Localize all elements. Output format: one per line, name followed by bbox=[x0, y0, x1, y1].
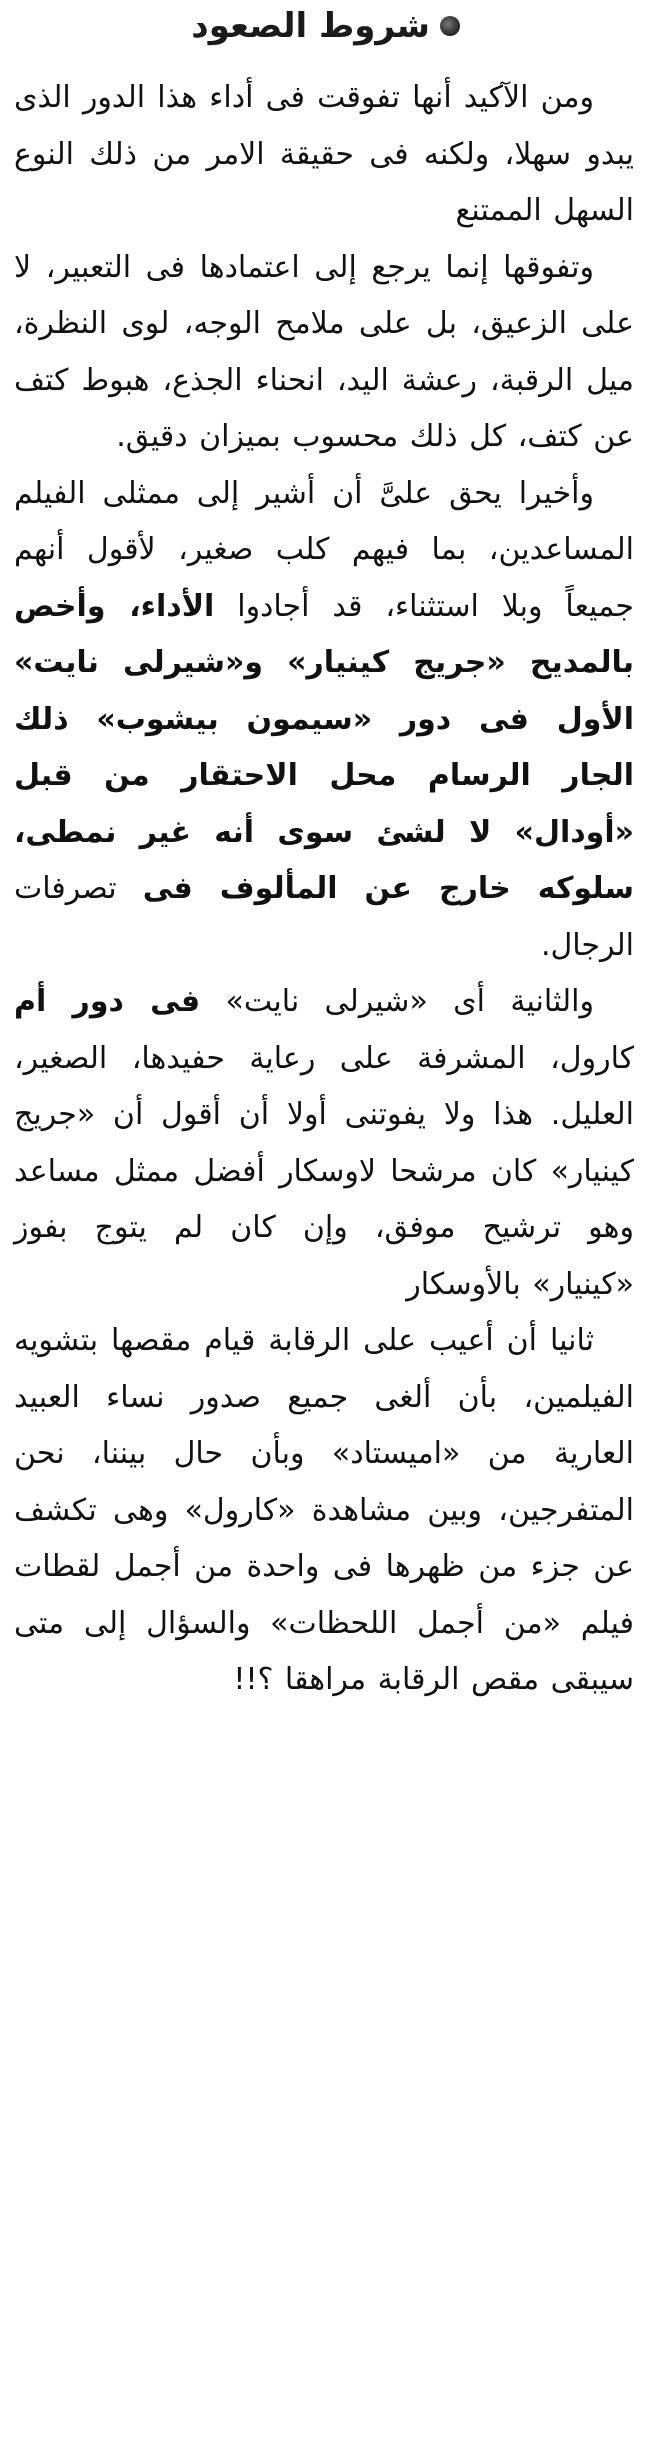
paragraph-3-bold-text: الأداء، وأخص بالمديح «جريج كينيار» و«شيرلى نايت» الأول فى دور «سيمون بيشوب» ذلك الجار الرسام محل الاحتقار من قبل «أودال» لا لشئ سوى أنه غير نمطى، سلوكه خارج عن المألوف فى bbox=[14, 588, 634, 906]
paragraph-1-text: ومن الآكيد أنها تفوقت فى أداء هذا الدور الذى يبدو سهلا، ولكنه فى حقيقة الامر من ذلك النوع السهل الممتنع bbox=[14, 80, 634, 228]
paragraph-3-text: وأخيرا يحق علىَّ أن أشير إلى ممثلى الفيلم المساعدين، بما فيهم كلب صغير، لأقول أنهم جميعاً وبلا استثناء، قد أجادوا bbox=[14, 475, 634, 624]
paragraph-3-tail-text: تصرفات الرجال. bbox=[14, 871, 634, 963]
headline-text: شروط الصعود bbox=[191, 6, 430, 46]
paragraph-5-text: ثانيا أن أعيب على الرقابة قيام مقصها بتشويه الفيلمين، بأن ألغى جميع صدور نساء العبيد العارية من «اميستاد» وبأن حال بيننا، نحن المتفرجين، وبين مشاهدة «كارول» وهى تكشف عن جزء من ظهرها فى واحدة من أجمل لقطات فيلم «من أجمل اللحظات» والسؤال إلى متى سيبقى مقص الرقابة مراهقا ؟!! bbox=[14, 1323, 634, 1697]
paragraph-2 bbox=[14, 240, 634, 466]
paragraph-4-bold-text: فى دور أم bbox=[14, 984, 201, 1019]
paragraph-4 bbox=[14, 974, 634, 1313]
headline bbox=[191, 6, 460, 46]
paragraph-2-text: وتفوقها إنما يرجع إلى اعتمادها فى التعبير، لا على الزعيق، بل على ملامح الوجه، لوى النظرة، ميل الرقبة، رعشة اليد، انحناء الجذع، هبوط كتف عن كتف، كل ذلك محسوب بميزان دقيق. bbox=[14, 249, 634, 454]
paragraph-5 bbox=[14, 1313, 634, 1709]
paragraph-4-text: كارول، المشرفة على رعاية حفيدها، الصغير، العليل. هذا ولا يفوتنى أولا أن أقول أن «جريج كينيار» كان مرشحا لاوسكار أفضل ممثل مساعد وهو ترشيح موفق، وإن كان لم يتوج بفوز «كينيار» بالأوسكار bbox=[14, 1040, 634, 1302]
bullet-icon bbox=[440, 16, 460, 36]
paragraph-1 bbox=[14, 70, 634, 240]
paragraph-4-lead-text: والثانية أى «شيرلى نايت» bbox=[200, 984, 595, 1019]
article-body bbox=[14, 70, 634, 1709]
paragraph-3 bbox=[14, 466, 634, 975]
